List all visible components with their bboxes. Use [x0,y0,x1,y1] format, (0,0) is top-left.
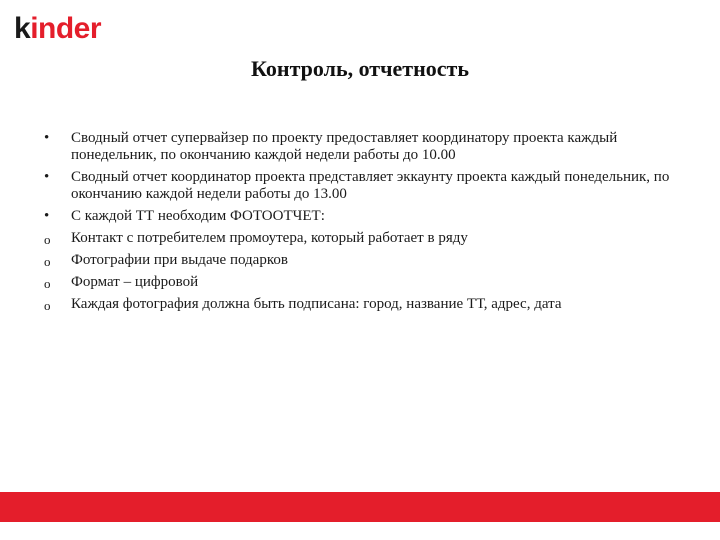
content-list [40,130,680,318]
bullet-marker: • [44,130,50,146]
list-item [40,296,680,313]
sub-bullet-marker: o [44,254,51,269]
logo-letter-k: k [14,12,31,45]
list-item-text: Формат – цифровой [71,274,199,290]
sub-bullet-marker: o [44,298,51,313]
list-item [40,130,680,164]
list-item-text: Контакт с потребителем промоутера, который работает в ряду [71,230,468,246]
list-item-text: Фотографии при выдаче подарков [71,252,288,268]
list-item-text: С каждой ТТ необходим ФОТООТЧЕТ: [71,208,325,224]
kinder-logo [14,14,101,44]
list-item [40,230,680,247]
brand-footer-bar [0,492,720,522]
list-item [40,208,680,225]
bullet-marker: • [44,208,50,224]
logo-letters-rest: inder [30,12,102,45]
list-item-text: Сводный отчет координатор проекта представляет эккаунту проекта каждый понедельник, по окончанию каждой недели работы до 13.00 [71,169,670,202]
list-item-text: Сводный отчет супервайзер по проекту предоставляет координатору проекта каждый понедельник, по окончанию каждой недели работы до 10.00 [71,130,618,163]
sub-bullet-marker: o [44,232,51,247]
slide-title: Контроль, отчетность [251,56,469,81]
list-item [40,274,680,291]
bullet-marker: • [44,169,50,185]
list-item-text: Каждая фотография должна быть подписана: город, название ТТ, адрес, дата [71,296,562,312]
list-item [40,169,680,203]
sub-bullet-marker: o [44,276,51,291]
list-item [40,252,680,269]
